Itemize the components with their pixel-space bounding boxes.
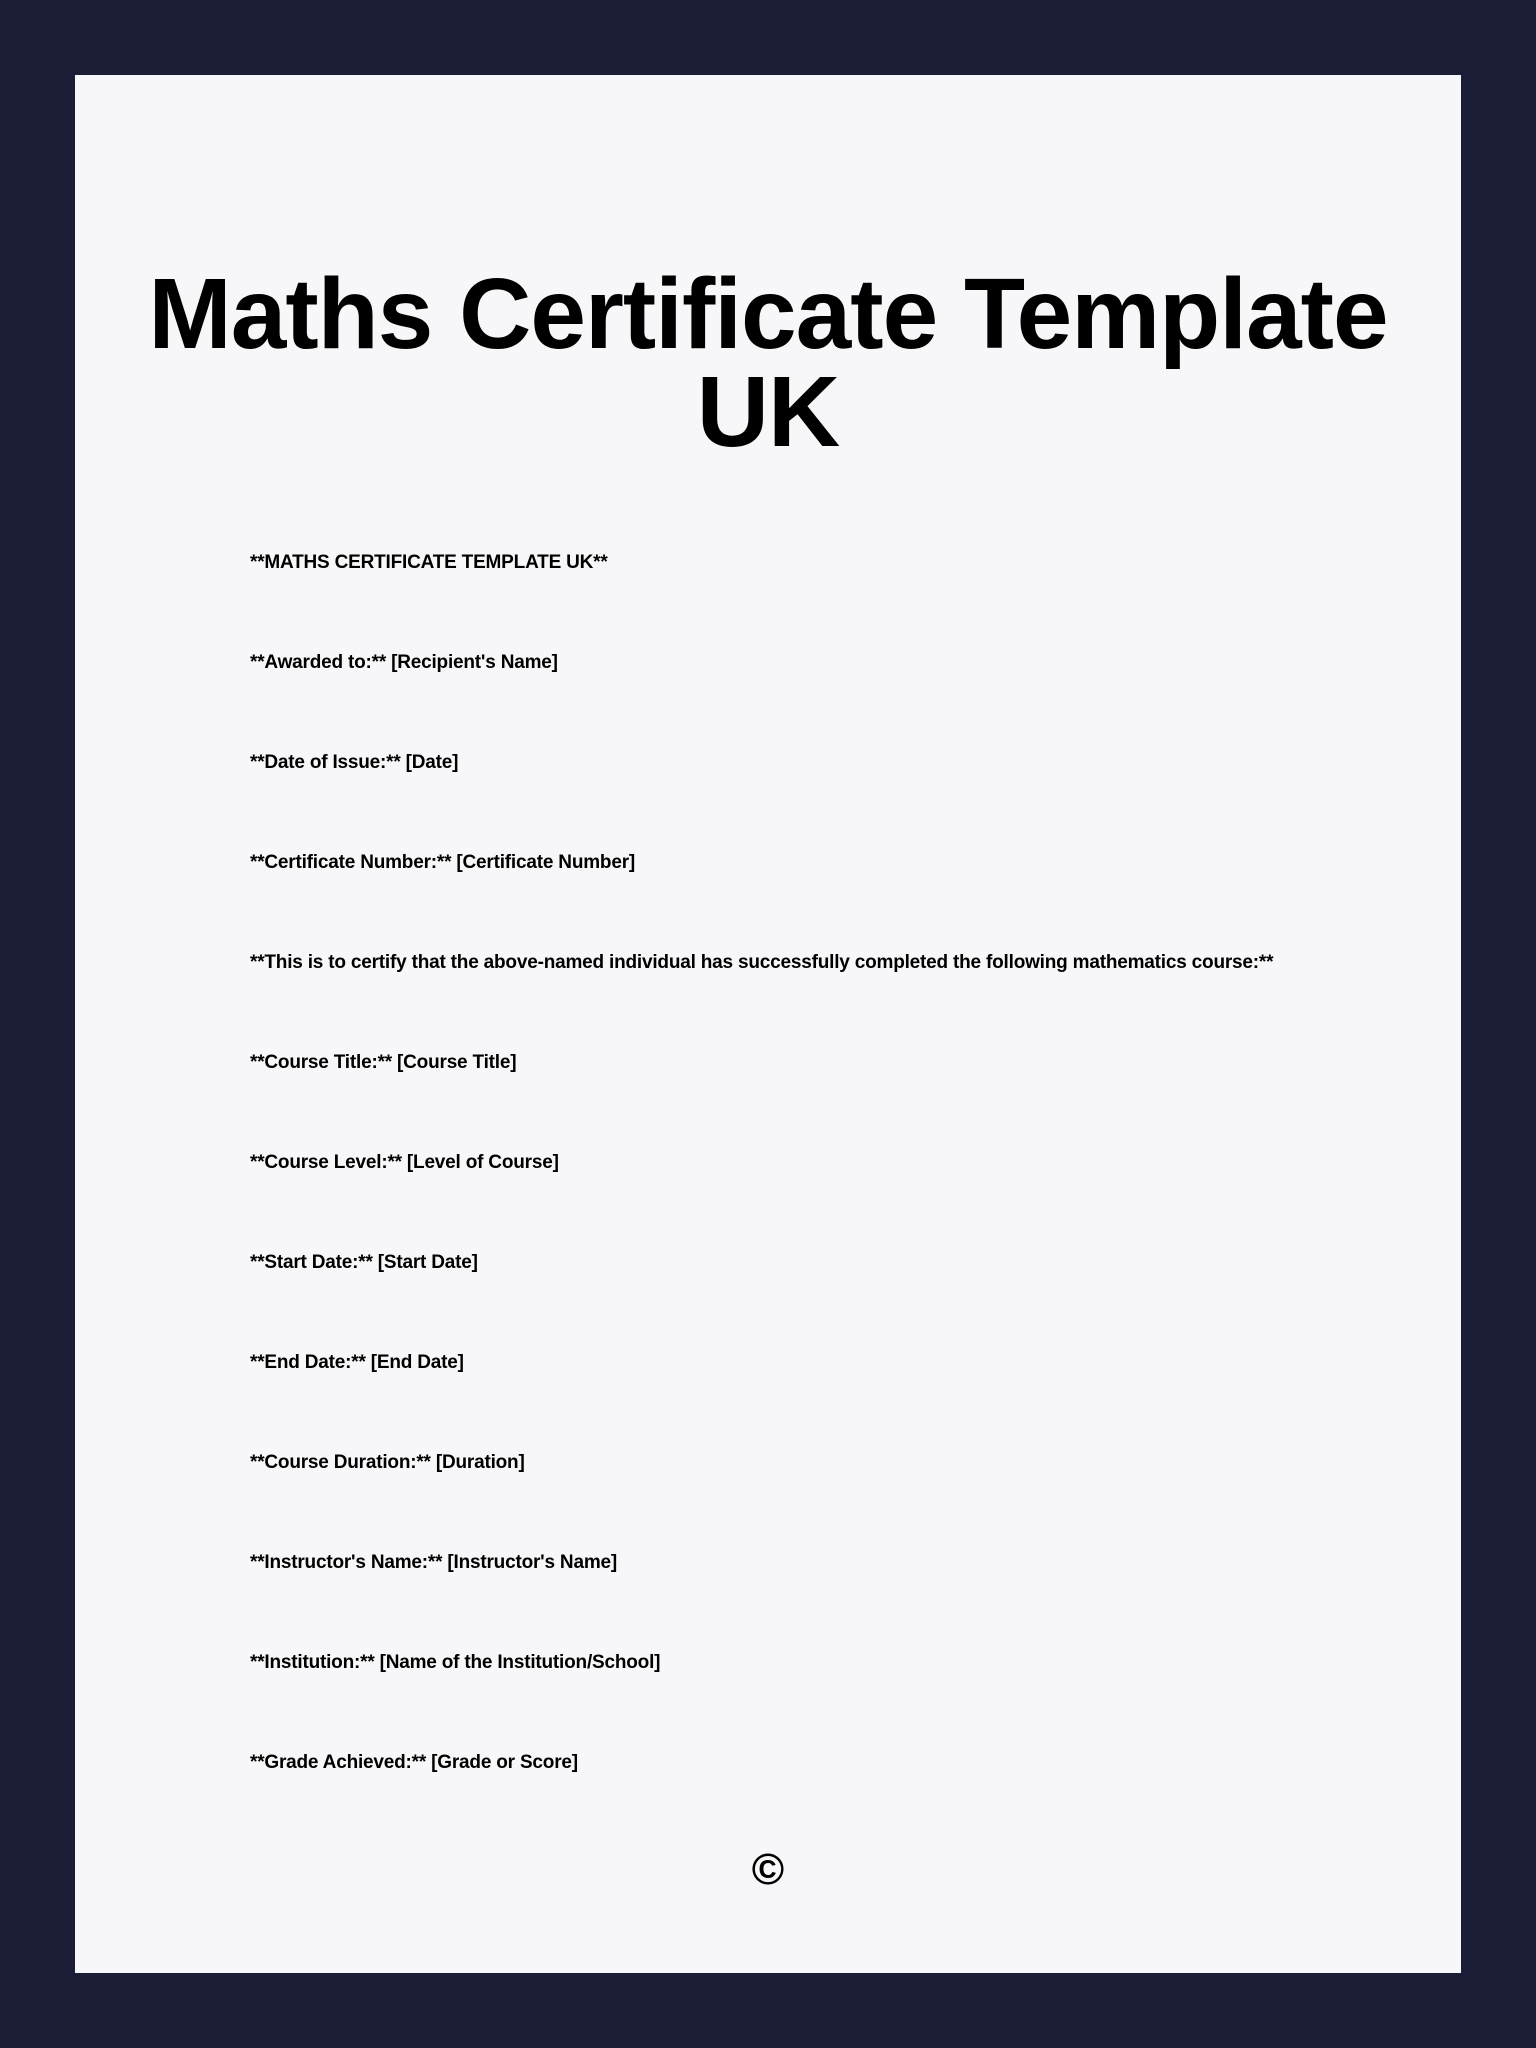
document-card [75, 75, 1461, 1973]
template-field-course-duration: **Course Duration:** [Duration] [250, 1452, 525, 1473]
template-field-grade-achieved: **Grade Achieved:** [Grade or Score] [250, 1752, 578, 1773]
template-field-certificate-number: **Certificate Number:** [Certificate Number] [250, 852, 636, 873]
template-field-awarded-to: **Awarded to:** [Recipient's Name] [250, 652, 558, 673]
template-field-start-date: **Start Date:** [Start Date] [250, 1252, 478, 1273]
template-field-certify-statement: **This is to certify that the above-named individual has successfully completed the following mathematics course:** [250, 952, 1274, 973]
template-field-course-level: **Course Level:** [Level of Course] [250, 1152, 559, 1173]
template-field-instructor-name: **Instructor's Name:** [Instructor's Name] [250, 1552, 618, 1573]
template-field-course-title: **Course Title:** [Course Title] [250, 1052, 517, 1073]
document-body [250, 545, 1306, 1780]
template-field-institution: **Institution:** [Name of the Institution/School] [250, 1652, 661, 1673]
copyright-icon: © [751, 1845, 785, 1894]
template-field-heading: **MATHS CERTIFICATE TEMPLATE UK** [250, 552, 608, 573]
template-field-date-of-issue: **Date of Issue:** [Date] [250, 752, 459, 773]
page-title: Maths Certificate Template UK [148, 258, 1388, 468]
template-field-end-date: **End Date:** [End Date] [250, 1352, 464, 1373]
